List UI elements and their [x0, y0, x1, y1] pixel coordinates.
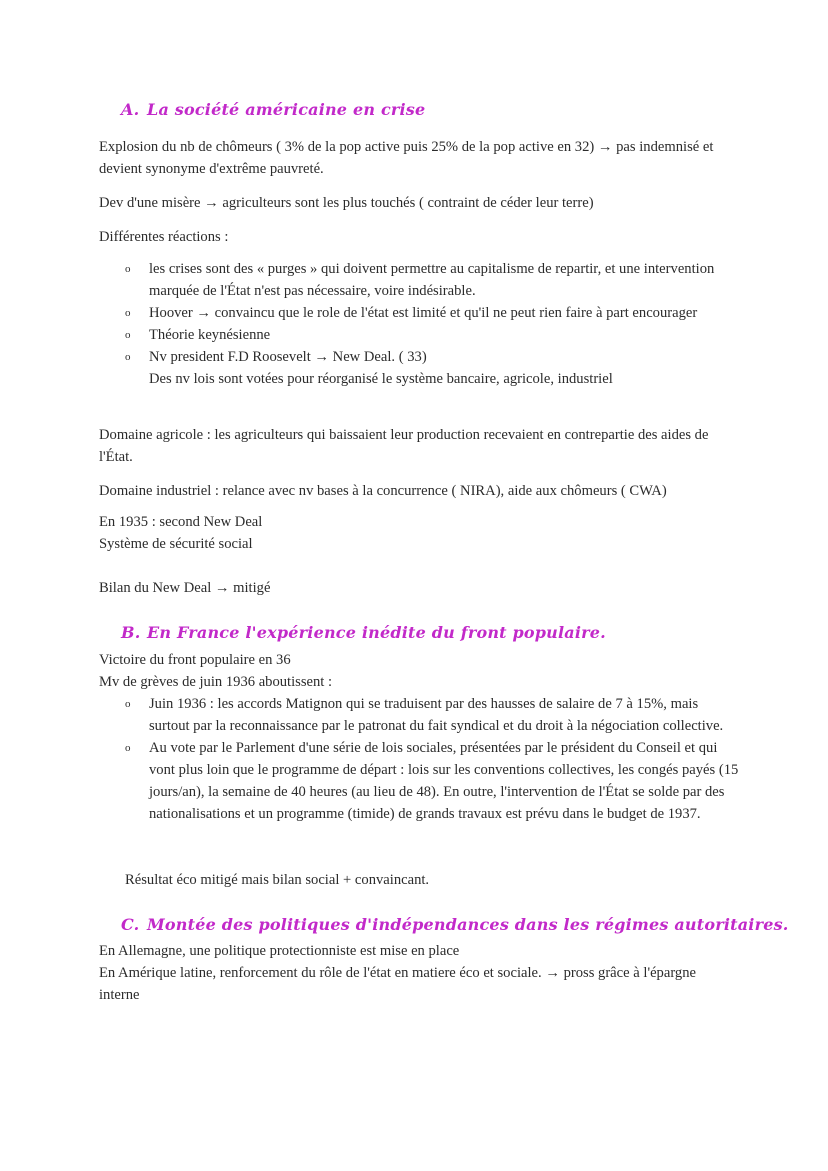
list-item: [99, 258, 739, 302]
section-b-letter: B.: [121, 623, 141, 642]
list-item: [99, 302, 739, 324]
section-c-title: Montée des politiques d'indépendances dans les régimes autoritaires.: [147, 915, 789, 934]
section-a-paragraph-1: Explosion du nb de chômeurs ( 3% de la pop active puis 25% de la pop active en 32) → pas indemnisé et devient synonyme d'extrême pauvreté.: [99, 139, 714, 177]
bullet-marker: o: [125, 329, 131, 341]
list-item: [99, 346, 739, 368]
section-b-paragraph-1: Victoire du front populaire en 36: [99, 652, 291, 668]
section-c-paragraph-1: En Allemagne, une politique protectionniste est mise en place: [99, 943, 460, 959]
section-a-bullet-list: [99, 258, 739, 390]
section-c-heading: [121, 915, 789, 934]
section-a-paragraph-8: Bilan du New Deal → mitigé: [99, 580, 271, 596]
section-c-paragraph-2: En Amérique latine, renforcement du rôle de l'état en matiere éco et sociale. → pross grâce à l'épargne interne: [99, 965, 696, 1003]
list-item-continuation: [99, 368, 739, 390]
list-item-text: Nv president F.D Roosevelt → New Deal. ( 33): [149, 349, 427, 365]
section-a-paragraph-6: En 1935 : second New Deal: [99, 514, 263, 530]
bullet-marker: o: [125, 742, 131, 754]
section-a-paragraph-4: Domaine agricole : les agriculteurs qui baissaient leur production recevaient en contrepartie des aides de l'État.: [99, 427, 709, 465]
section-c-letter: C.: [121, 915, 140, 934]
list-item-text: les crises sont des « purges » qui doivent permettre au capitalisme de repartir, et une intervention marquée de l'État n'est pas nécessaire, voire indésirable.: [149, 261, 715, 299]
section-a-paragraph-7: Système de sécurité social: [99, 536, 253, 552]
list-item-text: Juin 1936 : les accords Matignon qui se traduisent par des hausses de salaire de 7 à 15%, mais surtout par la reconnaissance par le patronat du fait syndical et du droit à la négociation collective.: [149, 696, 724, 734]
list-item-text: Au vote par le Parlement d'une série de lois sociales, présentées par le président du Conseil et qui vont plus loin que le programme de départ : lois sur les conventions collectives, les congés payés (15 jours/an), la semaine de 40 heures (au lieu de 48). En outre, l'intervention de l'État se solde par des nationalisations et un programme (timide) de grands travaux est prévu dans le budget de 1937.: [149, 740, 739, 822]
bullet-marker: o: [125, 698, 131, 710]
section-b-heading: [121, 623, 606, 642]
bullet-marker: o: [125, 263, 131, 275]
bullet-marker: o: [125, 307, 131, 319]
section-a-letter: A.: [121, 100, 140, 119]
section-a-paragraph-5: Domaine industriel : relance avec nv bases à la concurrence ( NIRA), aide aux chômeurs ( CWA): [99, 483, 667, 499]
list-item-text: Hoover → convaincu que le role de l'état est limité et qu'il ne peut rien faire à part encourager: [149, 305, 698, 321]
section-a-title: La société américaine en crise: [147, 100, 426, 119]
list-item: [99, 693, 739, 737]
list-item: [99, 737, 739, 825]
section-b-paragraph-3: Résultat éco mitigé mais bilan social + convaincant.: [125, 872, 430, 888]
bullet-marker: o: [125, 351, 131, 363]
list-item-text: Théorie keynésienne: [149, 327, 271, 343]
list-item-subtext: Des nv lois sont votées pour réorganisé le système bancaire, agricole, industriel: [149, 371, 613, 387]
section-a-paragraph-3: Différentes réactions :: [99, 229, 229, 245]
section-b-paragraph-2: Mv de grèves de juin 1936 aboutissent :: [99, 674, 333, 690]
section-a-paragraph-2: Dev d'une misère → agriculteurs sont les plus touchés ( contraint de céder leur terre): [99, 195, 594, 211]
section-b-title: En France l'expérience inédite du front populaire.: [147, 623, 606, 642]
section-b-bullet-list: [99, 693, 739, 825]
section-a-heading: [121, 100, 425, 119]
list-item: [99, 324, 739, 346]
